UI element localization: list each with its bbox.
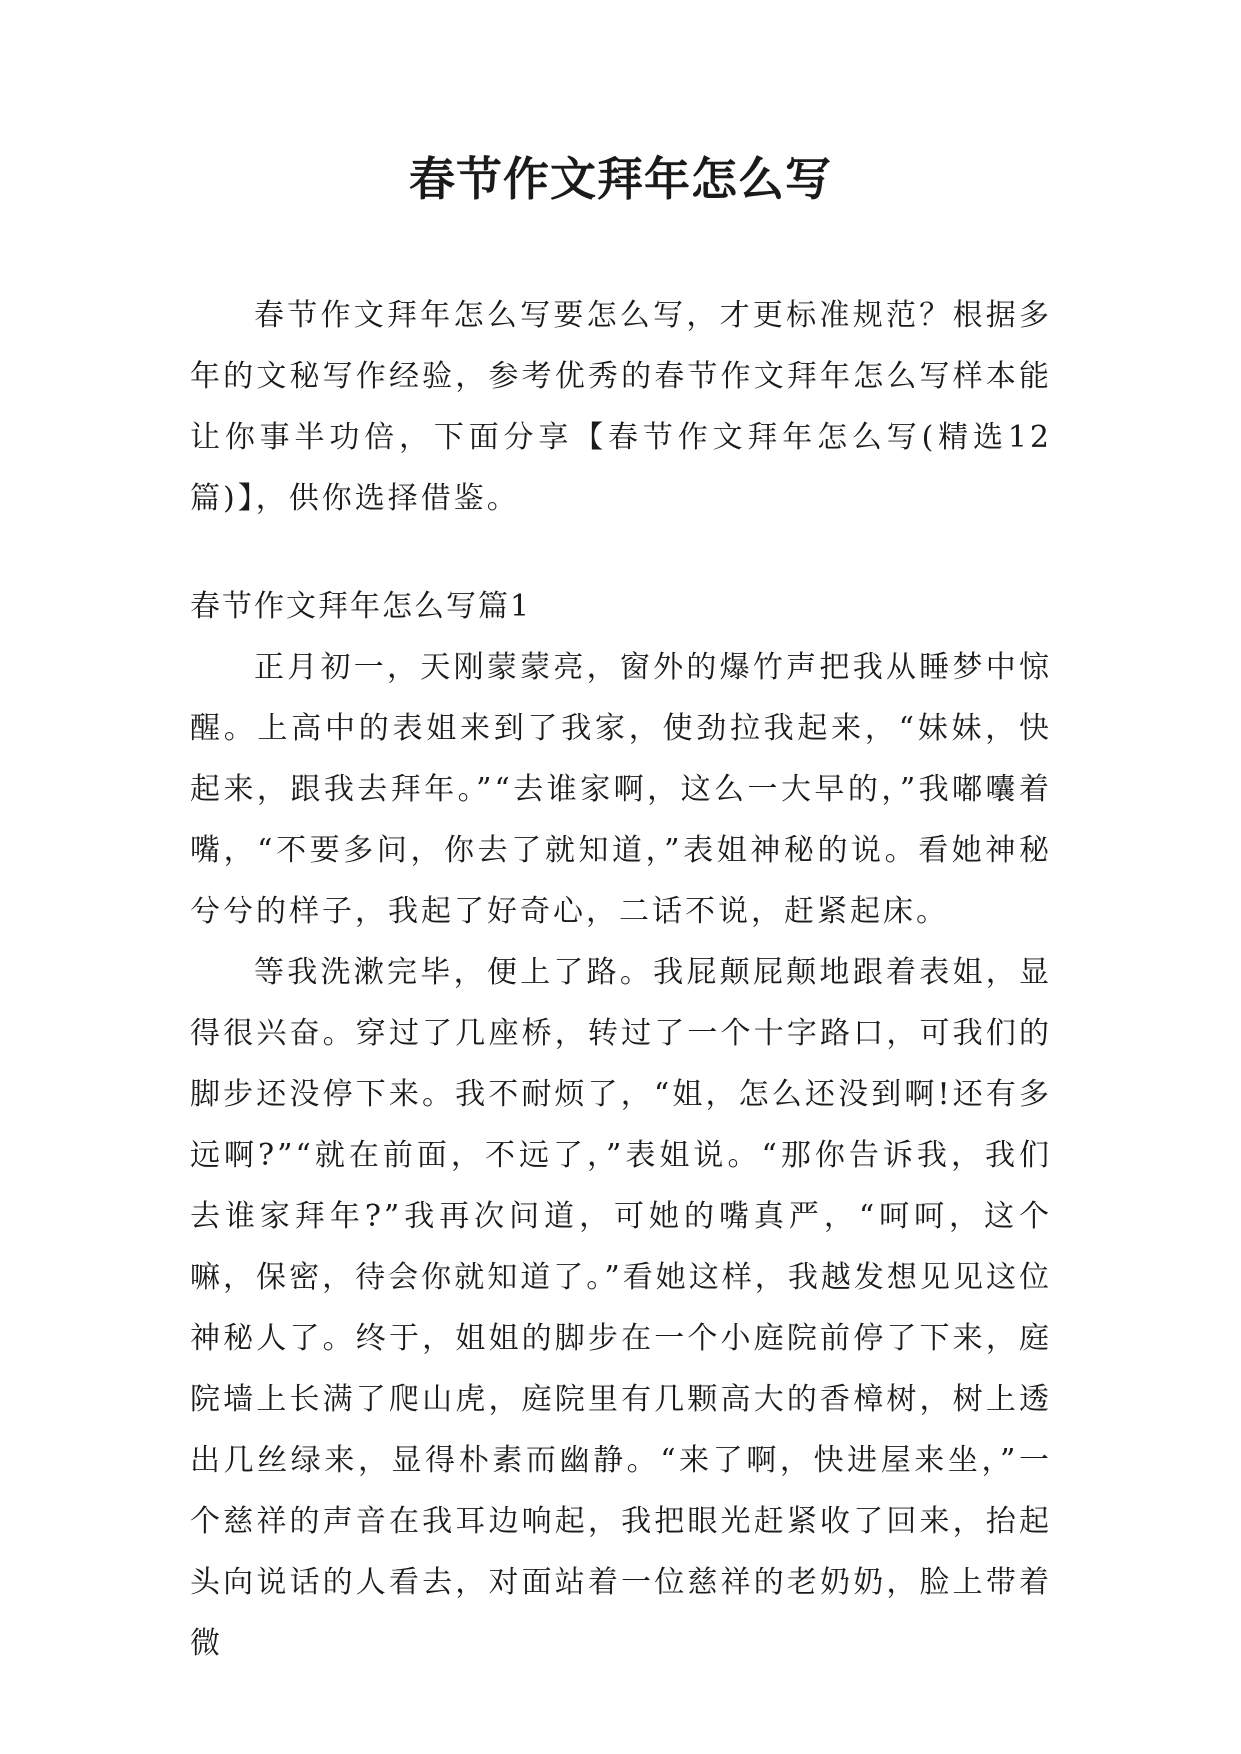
intro-paragraph: 春节作文拜年怎么写要怎么写，才更标准规范？根据多年的文秘写作经验，参考优秀的春节作文拜年怎么写样本能让你事半功倍，下面分享【春节作文拜年怎么写(精选12篇)】，供你选择借鉴。 — [190, 298, 1052, 516]
body-paragraph-1: 正月初一，天刚蒙蒙亮，窗外的爆竹声把我从睡梦中惊醒。上高中的表姐来到了我家，使劲拉我起来，“妹妹，快起来，跟我去拜年。”“去谁家啊，这么一大早的，”我嘟囔着嘴，“不要多问，你去了就知道，”表姐神秘的说。看她神秘兮兮的样子，我起了好奇心，二话不说，赶紧起床。 — [190, 650, 1052, 929]
section-heading: 春节作文拜年怎么写篇1 — [190, 589, 532, 624]
document-title: 春节作文拜年怎么写 — [409, 152, 832, 206]
body-paragraph-2: 等我洗漱完毕，便上了路。我屁颠屁颠地跟着表姐，显得很兴奋。穿过了几座桥，转过了一个十字路口，可我们的脚步还没停下来。我不耐烦了，“姐，怎么还没到啊!还有多远啊?”“就在前面，不远了，”表姐说。“那你告诉我，我们去谁家拜年?”我再次问道，可她的嘴真严，“呵呵，这个嘛，保密，待会你就知道了。”看她这样，我越发想见见这位神秘人了。终于，姐姐的脚步在一个小庭院前停了下来，庭院墙上长满了爬山虎，庭院里有几颗高大的香樟树，树上透出几丝绿来，显得朴素而幽静。“来了啊，快进屋来坐，”一个慈祥的声音在我耳边响起，我把眼光赶紧收了回来，抬起头向说话的人看去，对面站着一位慈祥的老奶奶，脸上带着微 — [190, 955, 1052, 1661]
